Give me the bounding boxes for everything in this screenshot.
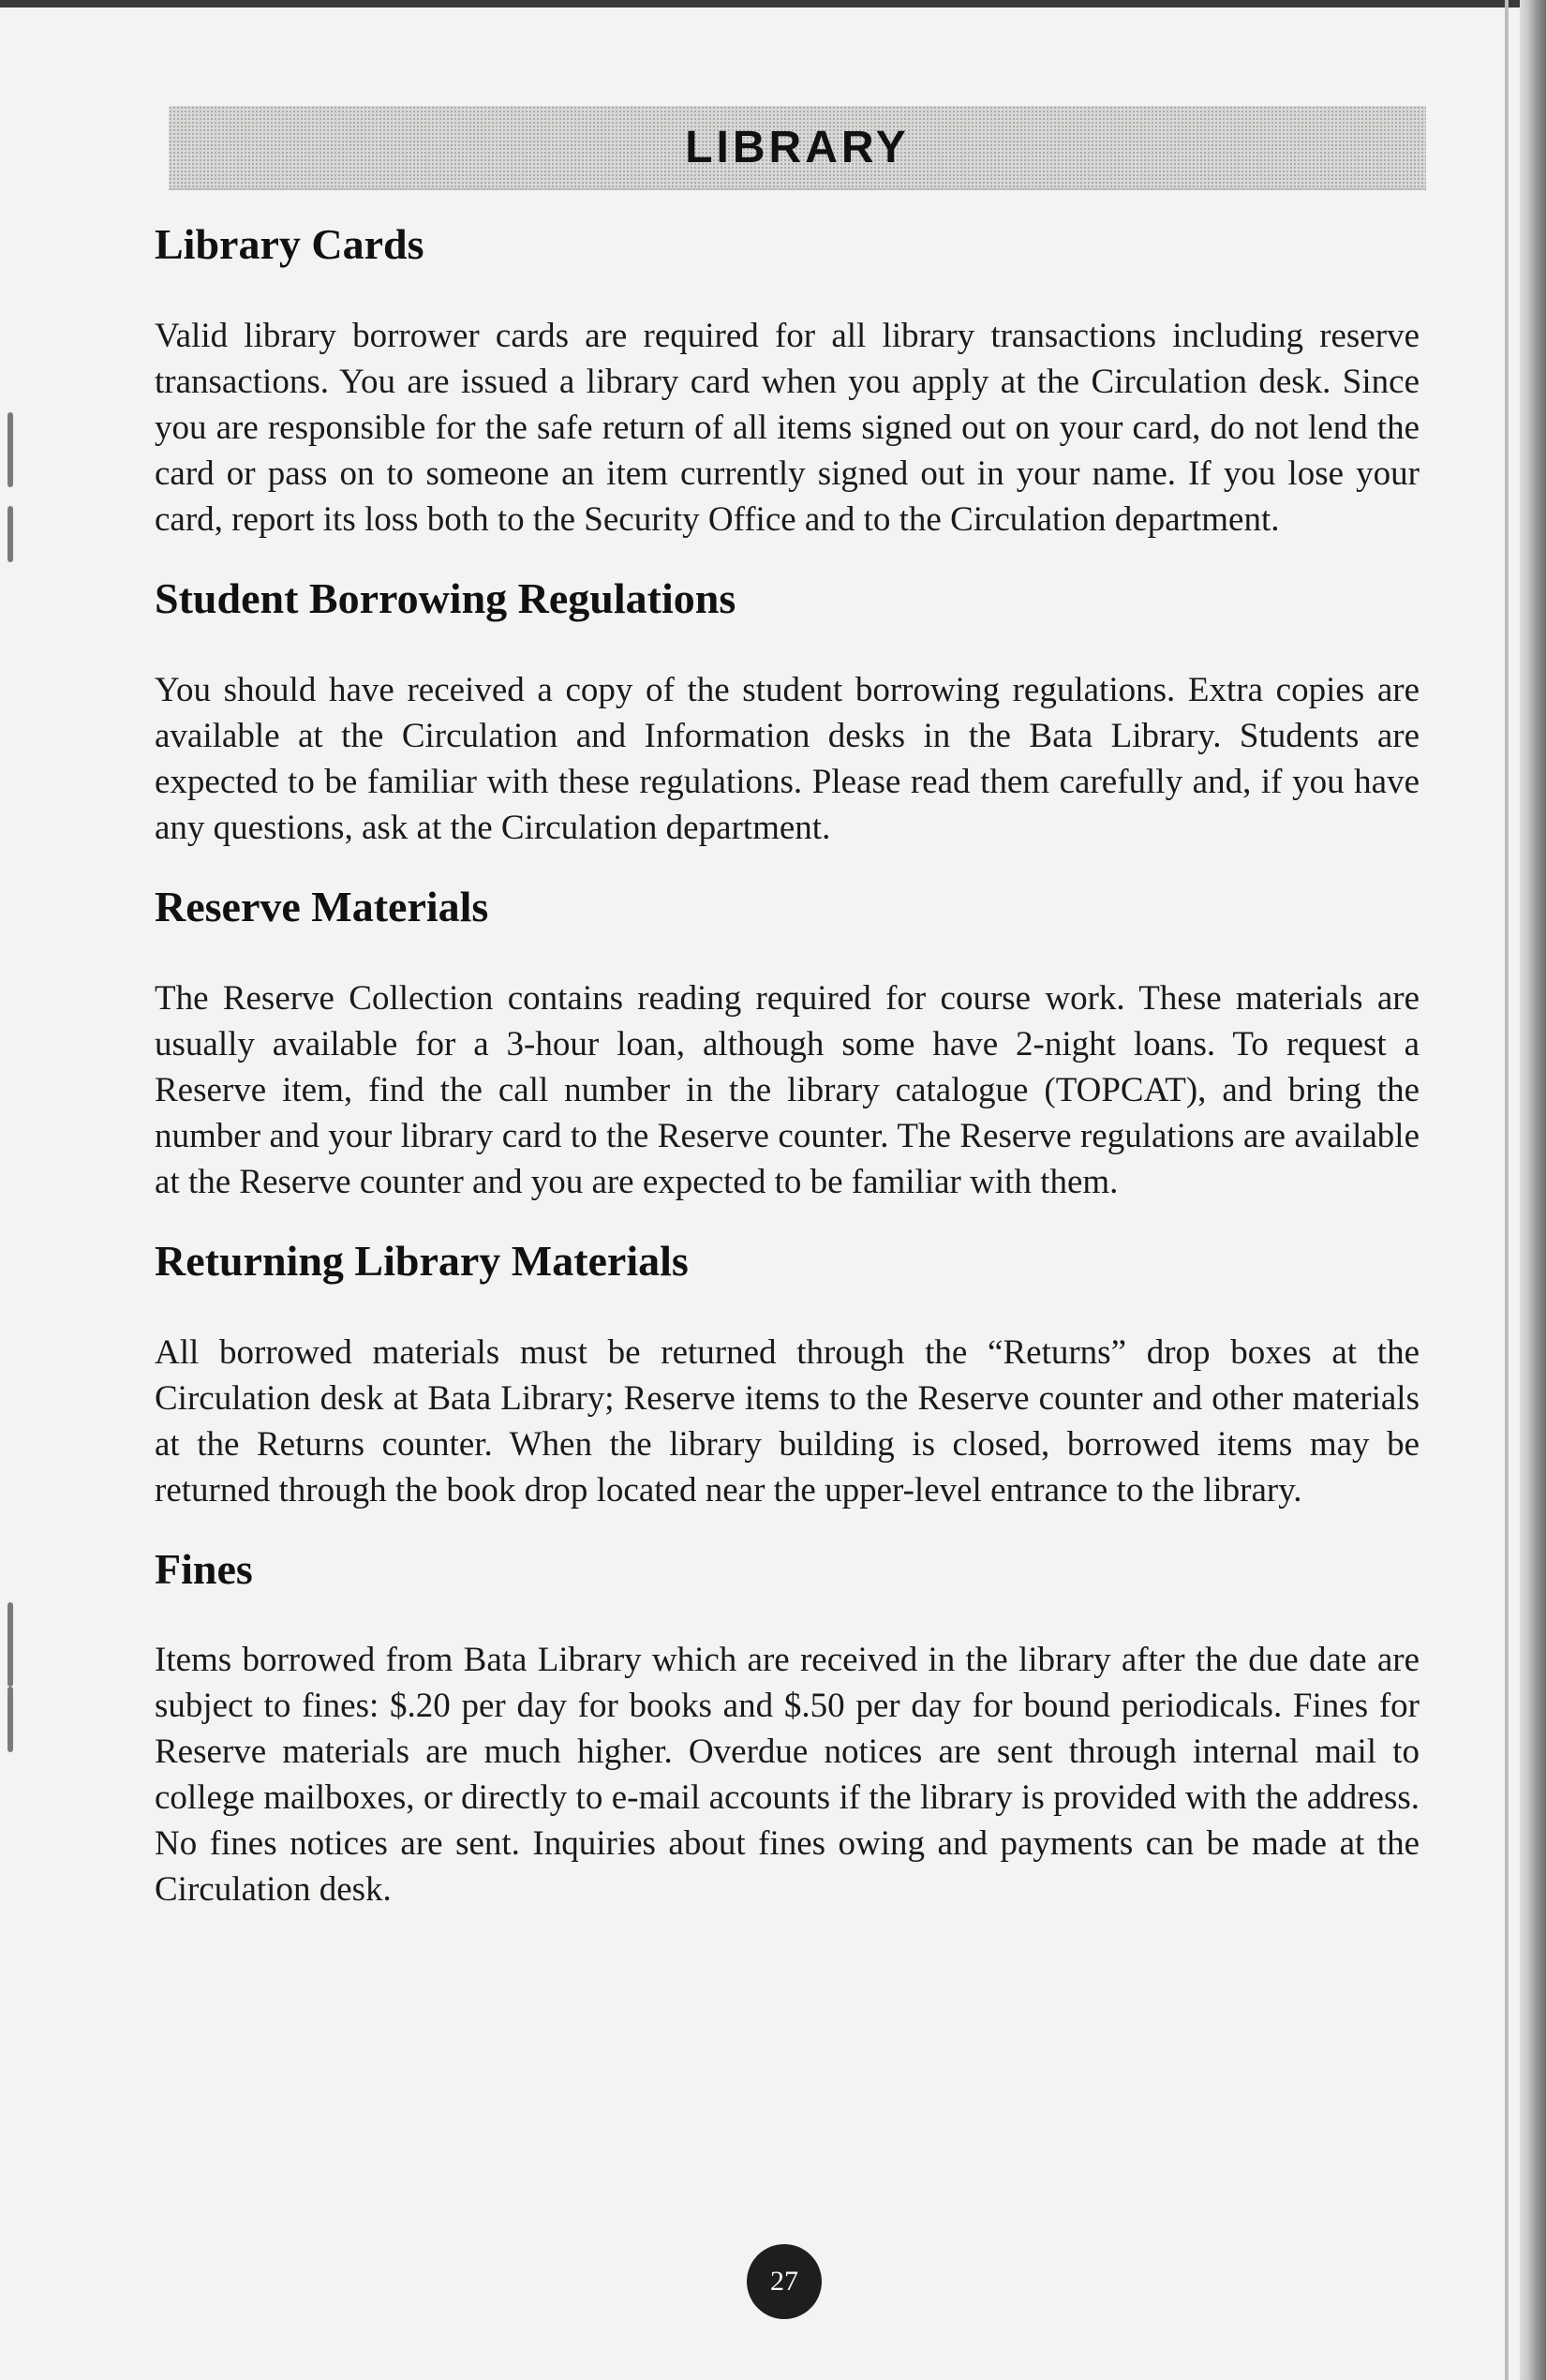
section-returning-library-materials: [155, 1237, 1420, 1513]
binding-mark: [7, 1602, 13, 1687]
binding-mark: [7, 1687, 13, 1752]
scan-top-edge: [0, 0, 1546, 7]
section-heading: Library Cards: [155, 220, 424, 268]
section-body: Items borrowed from Bata Library which are received in the library after the due date are subject to fines: $.20 per day for books and $.50 per day for bound periodicals. Fines for Reserve materials are much higher. Overdue notices are sent through internal mail to college mailboxes, or directly to e-mail accounts if the library is provided with the address. No fines notices are sent. Inquiries about fines owing and payments can be made at the Circulation desk.: [155, 1641, 1420, 1910]
section-heading: Student Borrowing Regulations: [155, 573, 736, 622]
binding-mark: [7, 506, 13, 562]
section-student-borrowing-regulations: [155, 574, 1420, 851]
banner-title: LIBRARY: [685, 122, 910, 172]
main-content: [155, 220, 1420, 1912]
section-body: You should have received a copy of the student borrowing regulations. Extra copies are available at the Circulation and Information desks in the Bata Library. Students are expected to be familiar with these regulations. Please read them carefully and, if you have any questions, ask at the Circulation department.: [155, 670, 1420, 847]
section-reserve-materials: [155, 883, 1420, 1205]
section-body: All borrowed materials must be returned through the “Returns” drop boxes at the Circulation desk at Bata Library; Reserve items to the Reserve counter and other materials at the Returns counter. When the library building is closed, borrowed items may be returned through the book drop located near the upper-level entrance to the library.: [155, 1332, 1420, 1510]
section-heading: Returning Library Materials: [155, 1236, 689, 1285]
section-heading: Reserve Materials: [155, 882, 489, 930]
section-body: The Reserve Collection contains reading required for course work. These materials are usually available for a 3-hour loan, although some have 2-night loans. To request a Reserve item, find the call number in the library catalogue (TOPCAT), and bring the number and your library card to the Reserve counter. The Reserve regulations are available at the Reserve counter and you are expected to be familiar with them.: [155, 978, 1420, 1201]
section-fines: [155, 1545, 1420, 1913]
section-body: Valid library borrower cards are required for all library transactions including reserve transactions. You are issued a library card when you apply at the Circulation desk. Since you are responsible for the safe return of all items signed out on your card, do not lend the card or pass on to someone an item currently signed out in your name. If you lose your card, report its loss both to the Security Office and to the Circulation department.: [155, 316, 1420, 539]
section-heading: Fines: [155, 1544, 253, 1593]
scan-page-edge-line: [1505, 0, 1509, 2380]
scan-right-edge: [1520, 0, 1546, 2380]
page-number: 27: [747, 2244, 822, 2319]
header-banner: [169, 106, 1426, 190]
section-library-cards: [155, 220, 1420, 543]
binding-mark: [7, 412, 13, 487]
